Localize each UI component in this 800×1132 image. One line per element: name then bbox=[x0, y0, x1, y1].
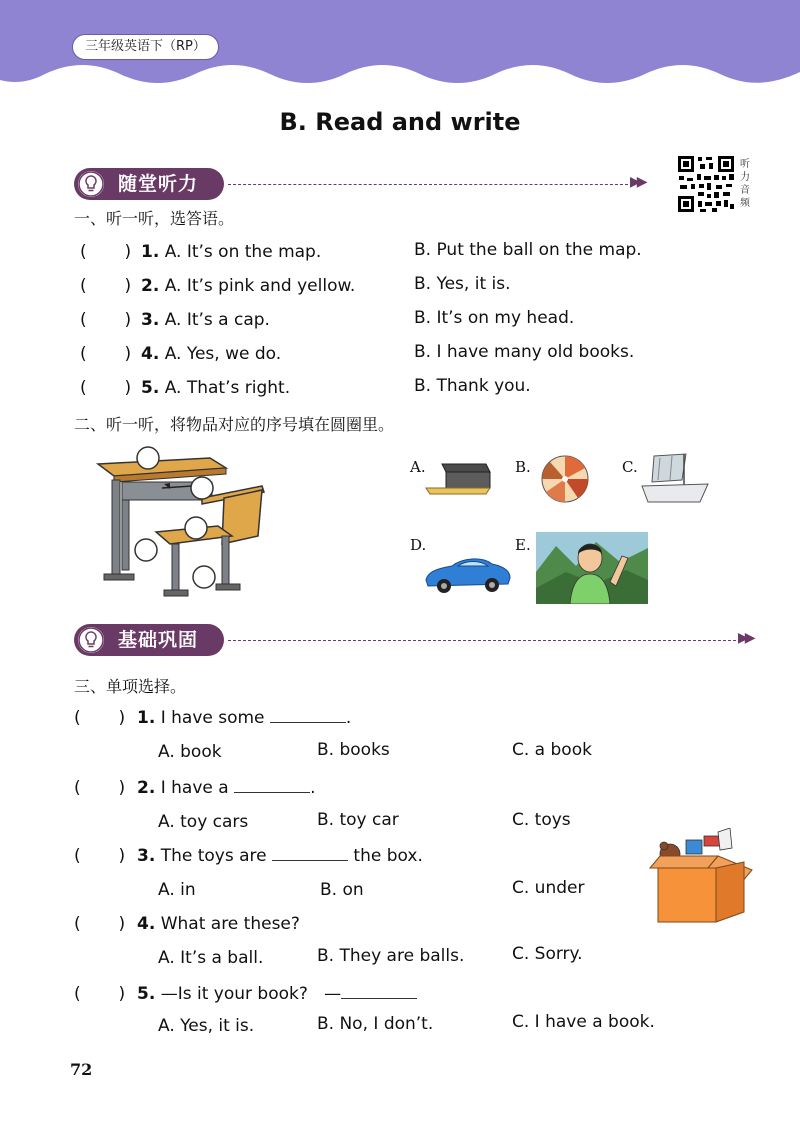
part2-title: 二、听一听，将物品对应的序号填在圆圈里。 bbox=[74, 415, 395, 434]
question-stem: —Is it your book? bbox=[160, 984, 308, 1004]
section-label: 基础巩固 bbox=[74, 624, 224, 656]
pencil-box-image bbox=[424, 462, 494, 498]
page-number: 72 bbox=[70, 1060, 93, 1079]
answer-paren[interactable]: ( ) bbox=[74, 778, 126, 798]
option-b: B. No, I don’t. bbox=[317, 1014, 434, 1034]
option-b: B. Thank you. bbox=[414, 376, 531, 396]
answer-paren[interactable]: ( ) bbox=[80, 344, 132, 364]
double-arrow-icon: ▶▶ bbox=[630, 174, 644, 190]
option-b: B. Put the ball on the map. bbox=[414, 240, 642, 260]
question-number: 1. bbox=[137, 708, 156, 728]
answer-blank[interactable] bbox=[270, 708, 346, 723]
option-c: C. a book bbox=[512, 740, 592, 760]
section-divider bbox=[228, 184, 628, 185]
item-label-b: B. bbox=[515, 458, 531, 476]
item-label-e: E. bbox=[515, 536, 531, 554]
ball-image bbox=[540, 454, 590, 504]
answer-paren[interactable]: ( ) bbox=[74, 708, 126, 728]
answer-paren[interactable]: ( ) bbox=[80, 242, 132, 262]
answer-dash: — bbox=[324, 984, 342, 1004]
option-b: B. Yes, it is. bbox=[414, 274, 511, 294]
option-b: B. It’s on my head. bbox=[414, 308, 575, 328]
question-number: 2. bbox=[141, 276, 160, 296]
question-stem: The toys are bbox=[160, 846, 267, 866]
answer-blank[interactable] bbox=[234, 778, 310, 793]
answer-paren[interactable]: ( ) bbox=[74, 984, 126, 1004]
option-a: A. It’s on the map. bbox=[164, 242, 322, 262]
item-label-a: A. bbox=[410, 458, 426, 476]
question-stem-end: . bbox=[310, 778, 316, 798]
option-c: C. Sorry. bbox=[512, 944, 583, 964]
option-b: B. They are balls. bbox=[317, 946, 465, 966]
option-a: A. It’s pink and yellow. bbox=[164, 276, 356, 296]
section-divider bbox=[228, 640, 736, 641]
qr-label: 听力音频 bbox=[740, 159, 750, 209]
option-c: C. under bbox=[512, 878, 585, 898]
option-a: A. Yes, we do. bbox=[164, 344, 282, 364]
answer-blank[interactable] bbox=[341, 984, 417, 999]
grade-tag: 三年级英语下（RP） bbox=[72, 34, 219, 60]
question-stem: I have some bbox=[160, 708, 265, 728]
toy-car-image bbox=[422, 550, 514, 596]
section-header-basics bbox=[74, 624, 764, 658]
boat-image bbox=[638, 450, 710, 508]
option-a: A. toy cars bbox=[158, 812, 249, 832]
question-stem-end: the box. bbox=[353, 846, 423, 866]
boy-photo-image bbox=[536, 532, 648, 604]
question-number: 5. bbox=[137, 984, 156, 1004]
option-b: B. books bbox=[317, 740, 390, 760]
answer-paren[interactable]: ( ) bbox=[80, 310, 132, 330]
question-number: 3. bbox=[137, 846, 156, 866]
option-c: C. toys bbox=[512, 810, 571, 830]
option-a: A. That’s right. bbox=[164, 378, 291, 398]
option-a: A. It’s a ball. bbox=[158, 948, 264, 968]
option-c: C. I have a book. bbox=[512, 1012, 655, 1032]
double-arrow-icon: ▶▶ bbox=[738, 630, 752, 646]
option-a: A. Yes, it is. bbox=[158, 1016, 255, 1036]
question-number: 5. bbox=[141, 378, 160, 398]
answer-blank[interactable] bbox=[272, 846, 348, 861]
lightbulb-icon bbox=[78, 171, 104, 197]
part3-title: 三、单项选择。 bbox=[74, 677, 187, 696]
part1-title: 一、听一听，选答语。 bbox=[74, 209, 235, 228]
question-stem-end: . bbox=[345, 708, 352, 728]
toy-box-illustration bbox=[648, 828, 756, 924]
section-label: 随堂听力 bbox=[74, 168, 224, 200]
option-b: B. toy car bbox=[317, 810, 399, 830]
item-label-c: C. bbox=[622, 458, 638, 476]
answer-paren[interactable]: ( ) bbox=[74, 914, 126, 934]
option-b: B. I have many old books. bbox=[414, 342, 635, 362]
option-b: B. on bbox=[320, 880, 364, 900]
question-number: 1. bbox=[141, 242, 160, 262]
option-a: A. book bbox=[158, 742, 222, 762]
answer-paren[interactable]: ( ) bbox=[80, 378, 132, 398]
answer-paren[interactable]: ( ) bbox=[74, 846, 126, 866]
item-label-d: D. bbox=[410, 536, 427, 554]
question-number: 2. bbox=[137, 778, 156, 798]
question-stem: I have a bbox=[160, 778, 229, 798]
option-a: A. It’s a cap. bbox=[164, 310, 270, 330]
question-number: 4. bbox=[137, 914, 156, 934]
question-number: 4. bbox=[141, 344, 160, 364]
answer-paren[interactable]: ( ) bbox=[80, 276, 132, 296]
question-number: 3. bbox=[141, 310, 160, 330]
lightbulb-icon bbox=[78, 627, 104, 653]
desk-chair-illustration bbox=[92, 440, 272, 605]
option-a: A. in bbox=[158, 880, 196, 900]
section-header-listening bbox=[74, 168, 654, 202]
question-stem: What are these? bbox=[160, 914, 300, 934]
page-title: B. Read and write bbox=[279, 108, 521, 136]
qr-code-icon bbox=[676, 154, 736, 214]
